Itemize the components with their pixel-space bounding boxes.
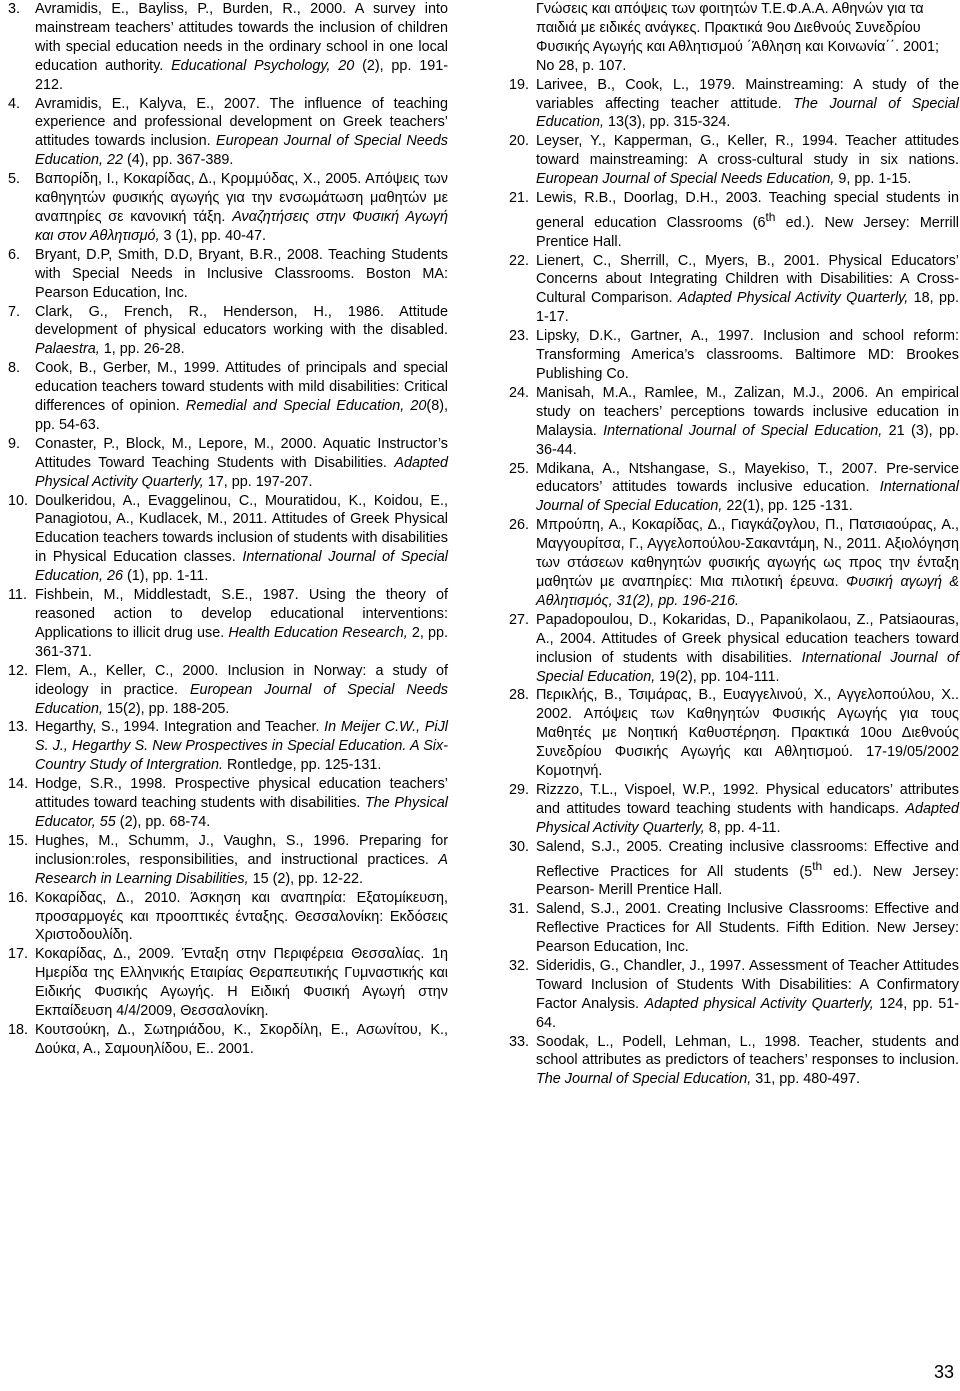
reference-text: Mdikana, A., Ntshangase, S., Mayekiso, T., 2007. Pre-service educators’ attitudes towards inclusive education. xyxy=(536,460,959,496)
reference-item xyxy=(509,189,959,252)
reference-text: Lienert, C., Sherrill, C., Myers, B., 2001. Physical Educators’ Concerns about Integrating Children with Disabilities: A Cross-Cultural Comparison. xyxy=(536,252,959,307)
reference-item xyxy=(8,0,448,95)
reference-text: 9, pp. 1-15. xyxy=(834,171,912,188)
reference-text: Lipsky, D.K., Gartner, A., 1997. Inclusion and school reform: Transforming America’s classrooms. Baltimore MD: Brookes Publishing Co. xyxy=(536,328,959,383)
reference-source-italic: International Journal of Special Education, xyxy=(603,422,883,439)
reference-item xyxy=(8,492,448,587)
reference-source-italic: Adapted Physical Activity Quarterly, xyxy=(536,800,959,836)
reference-text: Salend, S.J., 2001. Creating Inclusive Classrooms: Effective and Reflective Practices for All Students. Fifth Edition. New Jersey: Pearson Education, Inc. xyxy=(536,901,959,955)
superscript: th xyxy=(765,209,776,224)
reference-source-italic: Palaestra, xyxy=(35,341,100,358)
reference-number: 16. xyxy=(8,889,29,906)
reference-text: Κουτσούκη, Δ., Σωτηριάδου, Κ., Σκορδίλη, Ε., Ασωνίτου, Κ., Δούκα, Α., Σαμουηλίδου, Ε.. 2001. xyxy=(35,1021,448,1057)
reference-text: Flem, A., Keller, C., 2000. Inclusion in Norway: a study of ideology in practice. xyxy=(35,662,448,698)
reference-item xyxy=(509,76,959,133)
reference-item xyxy=(509,460,959,517)
reference-source-italic: Health Education Research, xyxy=(228,624,408,641)
reference-number: 28. xyxy=(509,687,530,704)
reference-text: Salend, S.J., 2005. Creating inclusive classrooms: Effective and Reflective Practices for All students (5 xyxy=(536,838,959,880)
reference-item xyxy=(8,832,448,889)
reference-item xyxy=(8,775,448,832)
reference-text: Rontledge, pp. 125-131. xyxy=(222,757,382,774)
reference-item xyxy=(509,781,959,838)
reference-text: ed.). New Jersey: Merrill Prentice Hall. xyxy=(536,214,959,250)
reference-text: 19(2), pp. 104-111. xyxy=(655,668,780,685)
reference-source-italic: Educational Psychology, 20 xyxy=(171,57,355,74)
reference-item xyxy=(509,838,959,901)
reference-item xyxy=(509,957,959,1033)
reference-item xyxy=(509,516,959,611)
reference-source-italic: In Meijer C.W., PiJl S. J., Hegarthy S. New Prospectives in Special Education. A Six-Country Study of Intergration. xyxy=(35,719,448,774)
reference-text: Κοκαρίδας, Δ., 2010. Άσκηση και αναπηρία: Εξατομίκευση, προσαρμογές και προοπτικές ένταξης. Θεσσαλονίκη: Εκδόσεις Χριστοδουλίδη. xyxy=(35,889,448,944)
reference-text: (1), pp. 1-11. xyxy=(123,568,209,585)
reference-source-italic: Adapted Physical Activity Quarterly, xyxy=(677,290,909,307)
reference-text: Περικλής, Β., Τσιμάρας, Β., Ευαγγελινού, Χ., Αγγελοπούλου, Χ.. 2002. Απόψεις των Καθηγητών Φυσικής Αγωγής για τους Μαθητές με Νοητική Καθυστέρηση. Πρακτικά 10ου Διεθνούς Συνεδρίου Φυσικής Αγωγής και Αθλητισμού. 17-19/05/2002 Κομοτηνή. xyxy=(536,687,959,780)
reference-text: Cook, B., Gerber, M., 1999. Attitudes of principals and special education teachers toward students with mild disabilities: Critical differences of opinion. xyxy=(35,360,448,415)
reference-source-italic: International Journal of Special Education, xyxy=(536,649,959,685)
reference-number: 17. xyxy=(8,946,29,963)
reference-text: Κοκαρίδας, Δ., 2009. Ένταξη στην Περιφέρεια Θεσσαλίας. 1η Ημερίδα της Ελληνικής Εταιρίας Θεραπευτικής Γυμναστικής και Ειδικής Φυσικής Αγωγής. Η Ειδική Φυσική Αγωγή στην Εκπαίδευση 4/4/2009, Θεσσαλονίκη. xyxy=(35,946,448,1020)
reference-source-italic: The Physical Educator, 55 xyxy=(35,795,448,830)
reference-item xyxy=(8,435,448,492)
reference-text: Clark, G., French, R., Henderson, H., 1986. Attitude development of physical educators working with the disabled. xyxy=(35,303,448,339)
reference-source-italic: European Journal of Special Needs Education, 22 xyxy=(35,133,448,169)
reference-item xyxy=(509,384,959,460)
reference-source-italic: Αναζητήσεις στην Φυσική Αγωγή και στον Αθλητισμό, xyxy=(35,208,448,244)
reference-number: 7. xyxy=(8,303,21,320)
reference-text: Avramidis, E., Kalyva, E., 2007. The influence of teaching experience and professional development on Greek teachers’ attitudes towards inclusion. xyxy=(35,95,448,150)
reference-source-italic: Adapted physical Activity Quarterly, xyxy=(644,995,874,1012)
reference-source-italic: European Journal of Special Needs Education, xyxy=(35,681,448,717)
reference-item xyxy=(8,359,448,435)
reference-item xyxy=(8,1021,448,1059)
reference-source-italic: International Journal of Special Education, 26 xyxy=(35,549,448,585)
reference-number: 11. xyxy=(8,587,27,604)
reference-text: Manisah, M.A., Ramlee, M., Zalizan, M.J., 2006. An empirical study on teachers’ perceptions towards inclusive education in Malaysia. xyxy=(536,384,959,439)
reference-number: 24. xyxy=(509,384,530,401)
reference-text: Sideridis, G., Chandler, J., 1997. Assessment of Teacher Attitudes Toward Inclusion of Students With Disabilities: A Confirmatory Factor Analysis. xyxy=(536,957,959,1012)
reference-item xyxy=(8,95,448,171)
reference-text: Βαπορίδη, Ι., Κοκαρίδας, Δ., Κρομμύδας, Χ., 2005. Απόψεις των καθηγητών φυσικής αγωγής για την ενσωμάτωση μαθητών με αναπηρίες σε κανονική τάξη. xyxy=(35,171,448,225)
reference-source-italic: International Journal of Special Education, xyxy=(536,479,959,515)
reference-item xyxy=(8,718,448,775)
page-number: 33 xyxy=(933,1362,954,1382)
reference-number: 29. xyxy=(509,781,530,798)
reference-column-left xyxy=(8,0,448,1059)
reference-number: 5. xyxy=(8,171,21,188)
reference-text: Soodak, L., Podell, Lehman, L., 1998. Teacher, students and school attributes as predictors of teachers’ responses to inclusion. xyxy=(536,1033,959,1069)
reference-text: Μπρούπη, Α., Κοκαρίδας, Δ., Γιαγκάζογλου, Π., Πατσιαούρας, Α., Μαγγουρίτσα, Γ., Αγγελοπούλου-Σακαντάμη, Ν., 2011. Αξιολόγηση των στάσεων καθηγητών φυσικής αγωγής ως προς την ένταξη μαθητών με αναπηρίες: Μια πιλοτική έρευνα. xyxy=(536,517,959,590)
reference-text: 15 (2), pp. 12-22. xyxy=(248,870,363,887)
reference-text: Larivee, B., Cook, L., 1979. Mainstreaming: A study of the variables affecting teacher attitude. xyxy=(536,76,959,112)
reference-text: 31, pp. 480-497. xyxy=(751,1071,861,1088)
reference-number: 9. xyxy=(8,435,21,452)
reference-number: 4. xyxy=(8,95,21,112)
reference-number: 18. xyxy=(8,1021,29,1038)
reference-continuation xyxy=(509,0,959,76)
reference-number: 3. xyxy=(8,1,21,17)
reference-text: (4), pp. 367-389. xyxy=(123,152,234,169)
reference-text: ed.). New Jersey: Pearson- Merill Prentice Hall. xyxy=(536,863,959,899)
reference-text: Conaster, P., Block, M., Lepore, M., 2000. Aquatic Instructor’s Attitudes Toward Teaching Students with Disabilities. xyxy=(35,435,448,471)
reference-text: 21 (3), pp. 36-44. xyxy=(536,422,959,458)
reference-text: 2, pp. 361-371. xyxy=(35,624,448,660)
reference-source-italic: Φυσική αγωγή & Αθλητισμός, 31(2), pp. 196-216. xyxy=(536,573,959,609)
reference-number: 31. xyxy=(509,901,530,918)
superscript: th xyxy=(812,858,823,873)
reference-text: Hughes, M., Schumm, J., Vaughn, S., 1996. Preparing for inclusion:roles, responsibilities, and instructional practices. xyxy=(35,832,448,868)
reference-number: 10. xyxy=(8,492,29,509)
reference-number: 21. xyxy=(509,190,530,207)
reference-column-right xyxy=(509,0,959,1089)
reference-text: 3 (1), pp. 40-47. xyxy=(159,227,266,244)
reference-item xyxy=(8,945,448,1021)
reference-item xyxy=(509,252,959,328)
reference-item xyxy=(8,662,448,719)
reference-source-italic: The Journal of Special Education, xyxy=(536,95,959,131)
reference-text: Bryant, D.P, Smith, D.D, Bryant, B.R., 2008. Teaching Students with Special Needs in Inclusive Classrooms. Boston MA: Pearson Education, Inc. xyxy=(35,246,448,301)
reference-number: 15. xyxy=(8,832,29,849)
reference-text: 124, pp. 51-64. xyxy=(536,995,960,1031)
reference-number: 25. xyxy=(509,460,530,477)
reference-text: (2), pp. 191-212. xyxy=(35,57,448,93)
reference-number: 6. xyxy=(8,246,21,263)
reference-text: Fishbein, M., Middlestadt, S.E., 1987. Using the theory of reasoned action to develop educational interventions: Applications to illicit drug use. xyxy=(35,587,448,641)
reference-number: 12. xyxy=(8,662,29,679)
reference-text: 22(1), pp. 125 -131. xyxy=(722,498,853,515)
reference-number: 23. xyxy=(509,328,530,345)
reference-item xyxy=(8,303,448,360)
reference-text: Doulkeridou, A., Evaggelinou, C., Mouratidou, K., Koidou, E., Panagiotou, A., Kudlacek, M., 2011. Attitudes of Greek Physical Education teachers towards inclusion of students with disabilities in Physical Education classes. xyxy=(35,492,448,566)
reference-item xyxy=(8,889,448,946)
reference-number: 22. xyxy=(509,252,530,269)
reference-text: Leyser, Y., Kapperman, G., Keller, R., 1994. Teacher attitudes toward mainstreaming: A cross-cultural study in six nations. xyxy=(536,133,959,169)
reference-source-italic: Remedial and Special Education, 20 xyxy=(185,398,427,415)
reference-item xyxy=(8,170,448,246)
reference-text: 1, pp. 26-28. xyxy=(99,341,185,358)
reference-item xyxy=(509,1033,959,1090)
reference-item xyxy=(509,611,959,687)
reference-text: Rizzzo, T.L., Vispoel, W.P., 1992. Physical educators’ attributes and attitudes toward teaching students with handicaps. xyxy=(536,781,959,817)
reference-number: 33. xyxy=(509,1033,530,1050)
reference-number: 13. xyxy=(8,719,29,736)
reference-text: Γνώσεις και απόψεις των φοιτητών Τ.Ε.Φ.Α.Α. Αθηνών για τα παιδιά με ειδικές ανάγκες. Πρακτικά 9ου Διεθνούς Συνεδρίου Φυσικής Αγωγής και Αθλητισμού ΄Άθληση και Κοινωνία΄΄. 2001; No 28, p. 107. xyxy=(536,1,939,74)
reference-text: 18, pp. 1-17. xyxy=(536,290,959,326)
reference-item xyxy=(509,900,959,957)
reference-source-italic: A Research in Learning Disabilities, xyxy=(35,851,448,887)
reference-number: 20. xyxy=(509,133,530,150)
reference-text: (8), pp. 54-63. xyxy=(35,398,449,433)
reference-item xyxy=(509,132,959,189)
reference-number: 19. xyxy=(509,76,530,93)
reference-text: 15(2), pp. 188-205. xyxy=(103,700,230,717)
reference-text: (2), pp. 68-74. xyxy=(115,813,211,830)
reference-source-italic: Adapted Physical Activity Quarterly, xyxy=(35,454,448,490)
reference-number: 32. xyxy=(509,957,530,974)
reference-number: 27. xyxy=(509,611,530,628)
reference-text: Hegarthy, S., 1994. Integration and Teacher. xyxy=(35,719,325,736)
reference-number: 8. xyxy=(8,360,21,377)
reference-text: 13(3), pp. 315-324. xyxy=(604,114,731,131)
reference-text: Lewis, R.B., Doorlag, D.H., 2003. Teaching special students in general education Classrooms (6 xyxy=(536,190,959,231)
reference-source-italic: European Journal of Special Needs Education, xyxy=(536,171,835,188)
reference-text: 8, pp. 4-11. xyxy=(704,819,781,836)
reference-item xyxy=(8,246,448,303)
reference-item xyxy=(8,586,448,662)
reference-number: 26. xyxy=(509,517,530,534)
reference-number: 30. xyxy=(509,838,530,855)
reference-text: Papadopoulou, D., Kokaridas, D., Papanikolaou, Z., Patsiaouras, A., 2004. Attitudes of Greek physical education teachers toward inclusion of students with disabilities. xyxy=(536,611,959,666)
reference-source-italic: The Journal of Special Education, xyxy=(536,1071,752,1088)
reference-item xyxy=(509,327,959,384)
reference-text: Avramidis, E., Bayliss, P., Burden, R., 2000. A survey into mainstream teachers’ attitudes towards the inclusion of children with special education needs in the ordinary school in one local education authority. xyxy=(35,1,448,74)
reference-item xyxy=(509,686,959,781)
reference-text: 17, pp. 197-207. xyxy=(203,473,313,490)
reference-text: Hodge, S.R., 1998. Prospective physical education teachers’ attitudes toward teaching students with disabilities. xyxy=(35,776,448,812)
reference-number: 14. xyxy=(8,776,29,793)
